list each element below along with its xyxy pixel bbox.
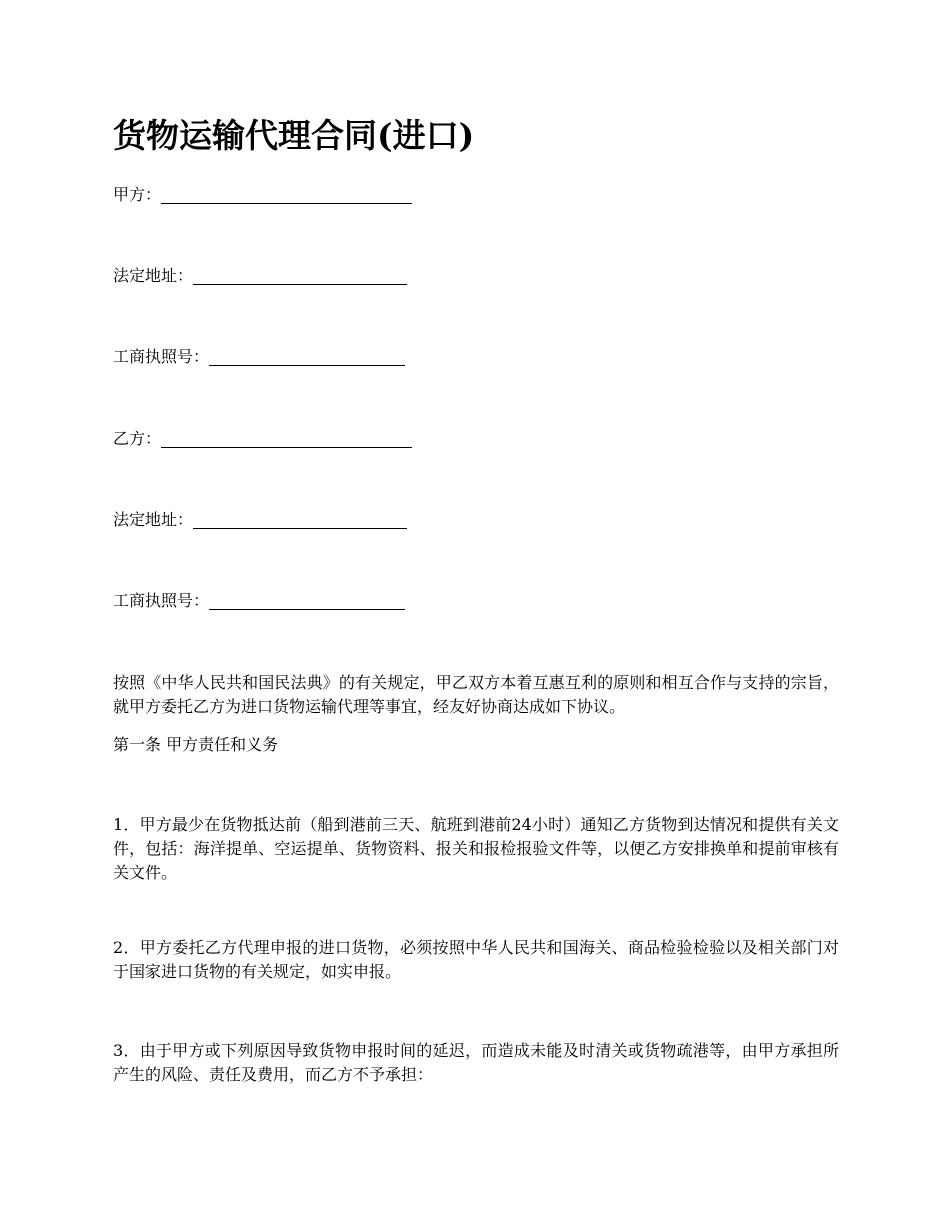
party-a-blank bbox=[161, 185, 412, 204]
article-1-heading: 第一条 甲方责任和义务 bbox=[113, 735, 279, 754]
party-b-address-field bbox=[113, 508, 407, 532]
party-a-license-label: 工商执照号： bbox=[113, 347, 210, 366]
clause-3: 3．由于甲方或下列原因导致货物申报时间的延迟，而造成未能及时清关或货物疏港等，由甲方承担所产生的风险、责任及费用，而乙方不予承担： bbox=[113, 1041, 839, 1084]
party-b-address-blank bbox=[193, 510, 407, 529]
party-a-field bbox=[113, 183, 412, 207]
party-a-address-field bbox=[113, 264, 407, 288]
party-a-address-label: 法定地址： bbox=[113, 266, 194, 285]
party-b-address-label: 法定地址： bbox=[113, 510, 194, 529]
party-b-license-label: 工商执照号： bbox=[113, 591, 210, 610]
party-b-license-field bbox=[113, 589, 405, 613]
party-b-field bbox=[113, 427, 412, 451]
clause-2: 2．甲方委托乙方代理申报的进口货物，必须按照中华人民共和国海关、商品检验检验以及相关部门对于国家进口货物的有关规定，如实申报。 bbox=[113, 938, 839, 981]
party-b-license-blank bbox=[209, 591, 405, 610]
party-b-label: 乙方： bbox=[113, 429, 162, 448]
document-title: 货物运输代理合同(进口) bbox=[113, 116, 475, 155]
party-a-address-blank bbox=[193, 266, 407, 285]
clause-1: 1．甲方最少在货物抵达前（船到港前三天、航班到港前24小时）通知乙方货物到达情况和提供有关文件，包括：海洋提单、空运提单、货物资料、报关和报检报验文件等，以便乙方安排换单和提前审核有关文件。 bbox=[113, 815, 839, 882]
party-a-license-blank bbox=[209, 347, 405, 366]
party-a-label: 甲方： bbox=[113, 185, 162, 204]
party-a-license-field bbox=[113, 345, 405, 369]
party-b-blank bbox=[161, 429, 412, 448]
preamble-paragraph: 按照《中华人民共和国民法典》的有关规定，甲乙双方本着互惠互利的原则和相互合作与支持的宗旨，就甲方委托乙方为进口货物运输代理等事宜，经友好协商达成如下协议。 bbox=[113, 673, 839, 716]
